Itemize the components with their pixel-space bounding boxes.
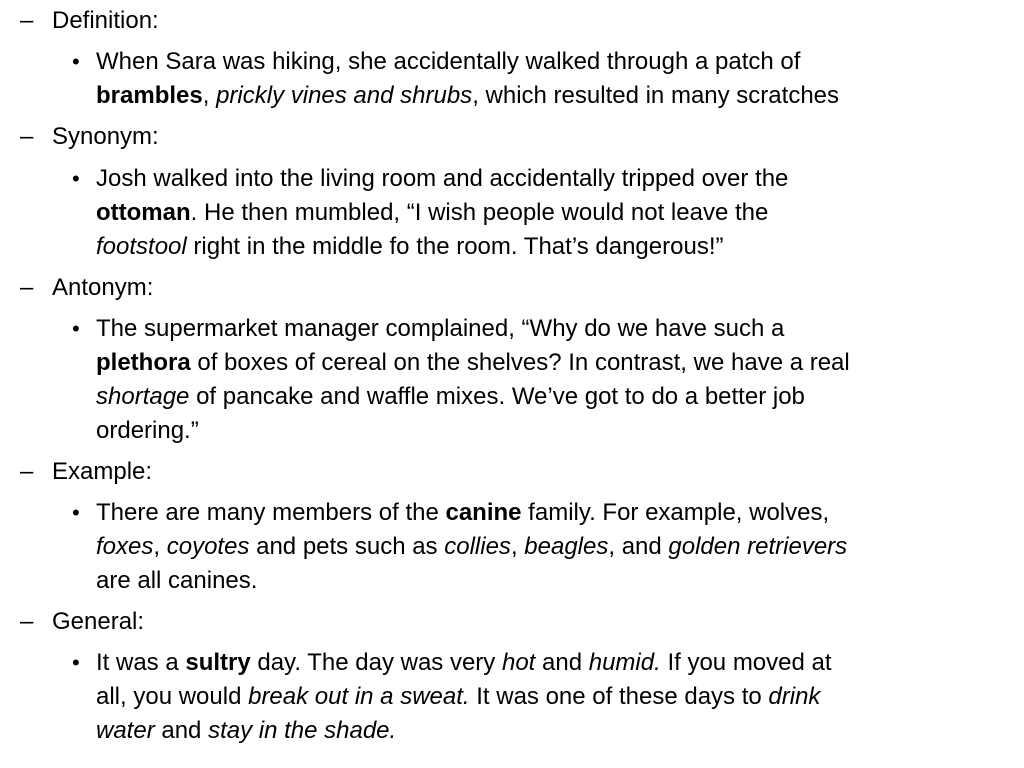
text-run: It was a: [96, 649, 186, 676]
antonym-line-2: [96, 346, 850, 380]
example-word: collies: [444, 533, 511, 560]
text-run: It was one of these days to: [469, 683, 769, 710]
example-word: coyotes: [166, 533, 250, 560]
antonym-line-1: [96, 312, 784, 346]
section-heading-definition: Definition:: [52, 7, 159, 34]
context-word: humid.: [588, 649, 661, 676]
text-run: The supermarket manager complained, “Why do we have such a: [96, 315, 785, 342]
dash-marker: –: [20, 274, 34, 301]
text-run: of pancake and waffle mixes. We’ve got to do a better job: [189, 383, 805, 410]
vocab-word-sultry: sultry: [185, 649, 251, 676]
bullet-marker: •: [72, 316, 80, 341]
general-line-1: [96, 646, 832, 680]
text-run: ordering.”: [96, 417, 199, 444]
text-run: ,: [153, 533, 167, 560]
bullet-marker: •: [72, 49, 80, 74]
example-word: foxes: [96, 533, 154, 560]
definition-phrase: prickly vines and shrubs: [216, 82, 473, 109]
text-run: and pets such as: [249, 533, 445, 560]
text-run: ,: [202, 82, 217, 109]
antonym-line-4: [96, 414, 199, 448]
vocab-word-ottoman: ottoman: [96, 199, 191, 226]
text-run: , and: [608, 533, 669, 560]
synonym-line-2: [96, 196, 768, 230]
text-run: If you moved at: [660, 649, 832, 676]
text-run: and: [154, 717, 209, 744]
context-phrase: stay in the shade.: [208, 717, 397, 744]
synonym-line-1: [96, 162, 788, 196]
general-line-3: [96, 714, 396, 748]
synonym-word: footstool: [96, 233, 187, 260]
text-run: , which resulted in many scratches: [472, 82, 840, 109]
dash-marker: –: [20, 608, 34, 635]
bullet-marker: •: [72, 166, 80, 191]
dash-marker: –: [20, 123, 34, 150]
example-word: golden retrievers: [668, 533, 848, 560]
context-word: hot: [501, 649, 536, 676]
dash-marker: –: [20, 458, 34, 485]
vocab-word-plethora: plethora: [96, 349, 191, 376]
text-run: Josh walked into the living room and accidentally tripped over the: [96, 165, 789, 192]
antonym-word: shortage: [96, 383, 190, 410]
text-run: are all canines.: [96, 567, 258, 594]
bullet-marker: •: [72, 500, 80, 525]
text-run: ,: [510, 533, 525, 560]
section-heading-example: Example:: [52, 458, 153, 485]
section-heading-antonym: Antonym:: [52, 274, 154, 301]
text-run: . He then mumbled, “I wish people would not leave the: [190, 199, 769, 226]
example-line-2: [96, 530, 847, 564]
text-run: day. The day was very: [250, 649, 502, 676]
synonym-line-3: [96, 230, 723, 264]
antonym-line-3: [96, 380, 805, 414]
dash-marker: –: [20, 7, 34, 34]
example-line-1: [96, 496, 829, 530]
definition-line-1: [96, 45, 800, 79]
vocab-word-brambles: brambles: [96, 82, 203, 109]
general-line-2: [96, 680, 820, 714]
section-heading-synonym: Synonym:: [52, 123, 159, 150]
vocab-word-canine: canine: [445, 499, 522, 526]
context-phrase: break out in a sweat.: [248, 683, 470, 710]
context-phrase: water: [96, 717, 155, 744]
context-phrase: drink: [768, 683, 821, 710]
text-run: right in the middle fo the room. That’s dangerous!”: [186, 233, 724, 260]
text-run: of boxes of cereal on the shelves? In contrast, we have a real: [190, 349, 850, 376]
text-run: all, you would: [96, 683, 249, 710]
section-heading-general: General:: [52, 608, 145, 635]
text-run: family. For example, wolves,: [521, 499, 830, 526]
example-word: beagles: [524, 533, 609, 560]
text-run: There are many members of the: [96, 499, 446, 526]
definition-line-2: [96, 79, 839, 113]
text-run: and: [535, 649, 589, 676]
text-run: When Sara was hiking, she accidentally walked through a patch of: [96, 48, 801, 75]
bullet-marker: •: [72, 650, 80, 675]
example-line-3: [96, 564, 257, 598]
